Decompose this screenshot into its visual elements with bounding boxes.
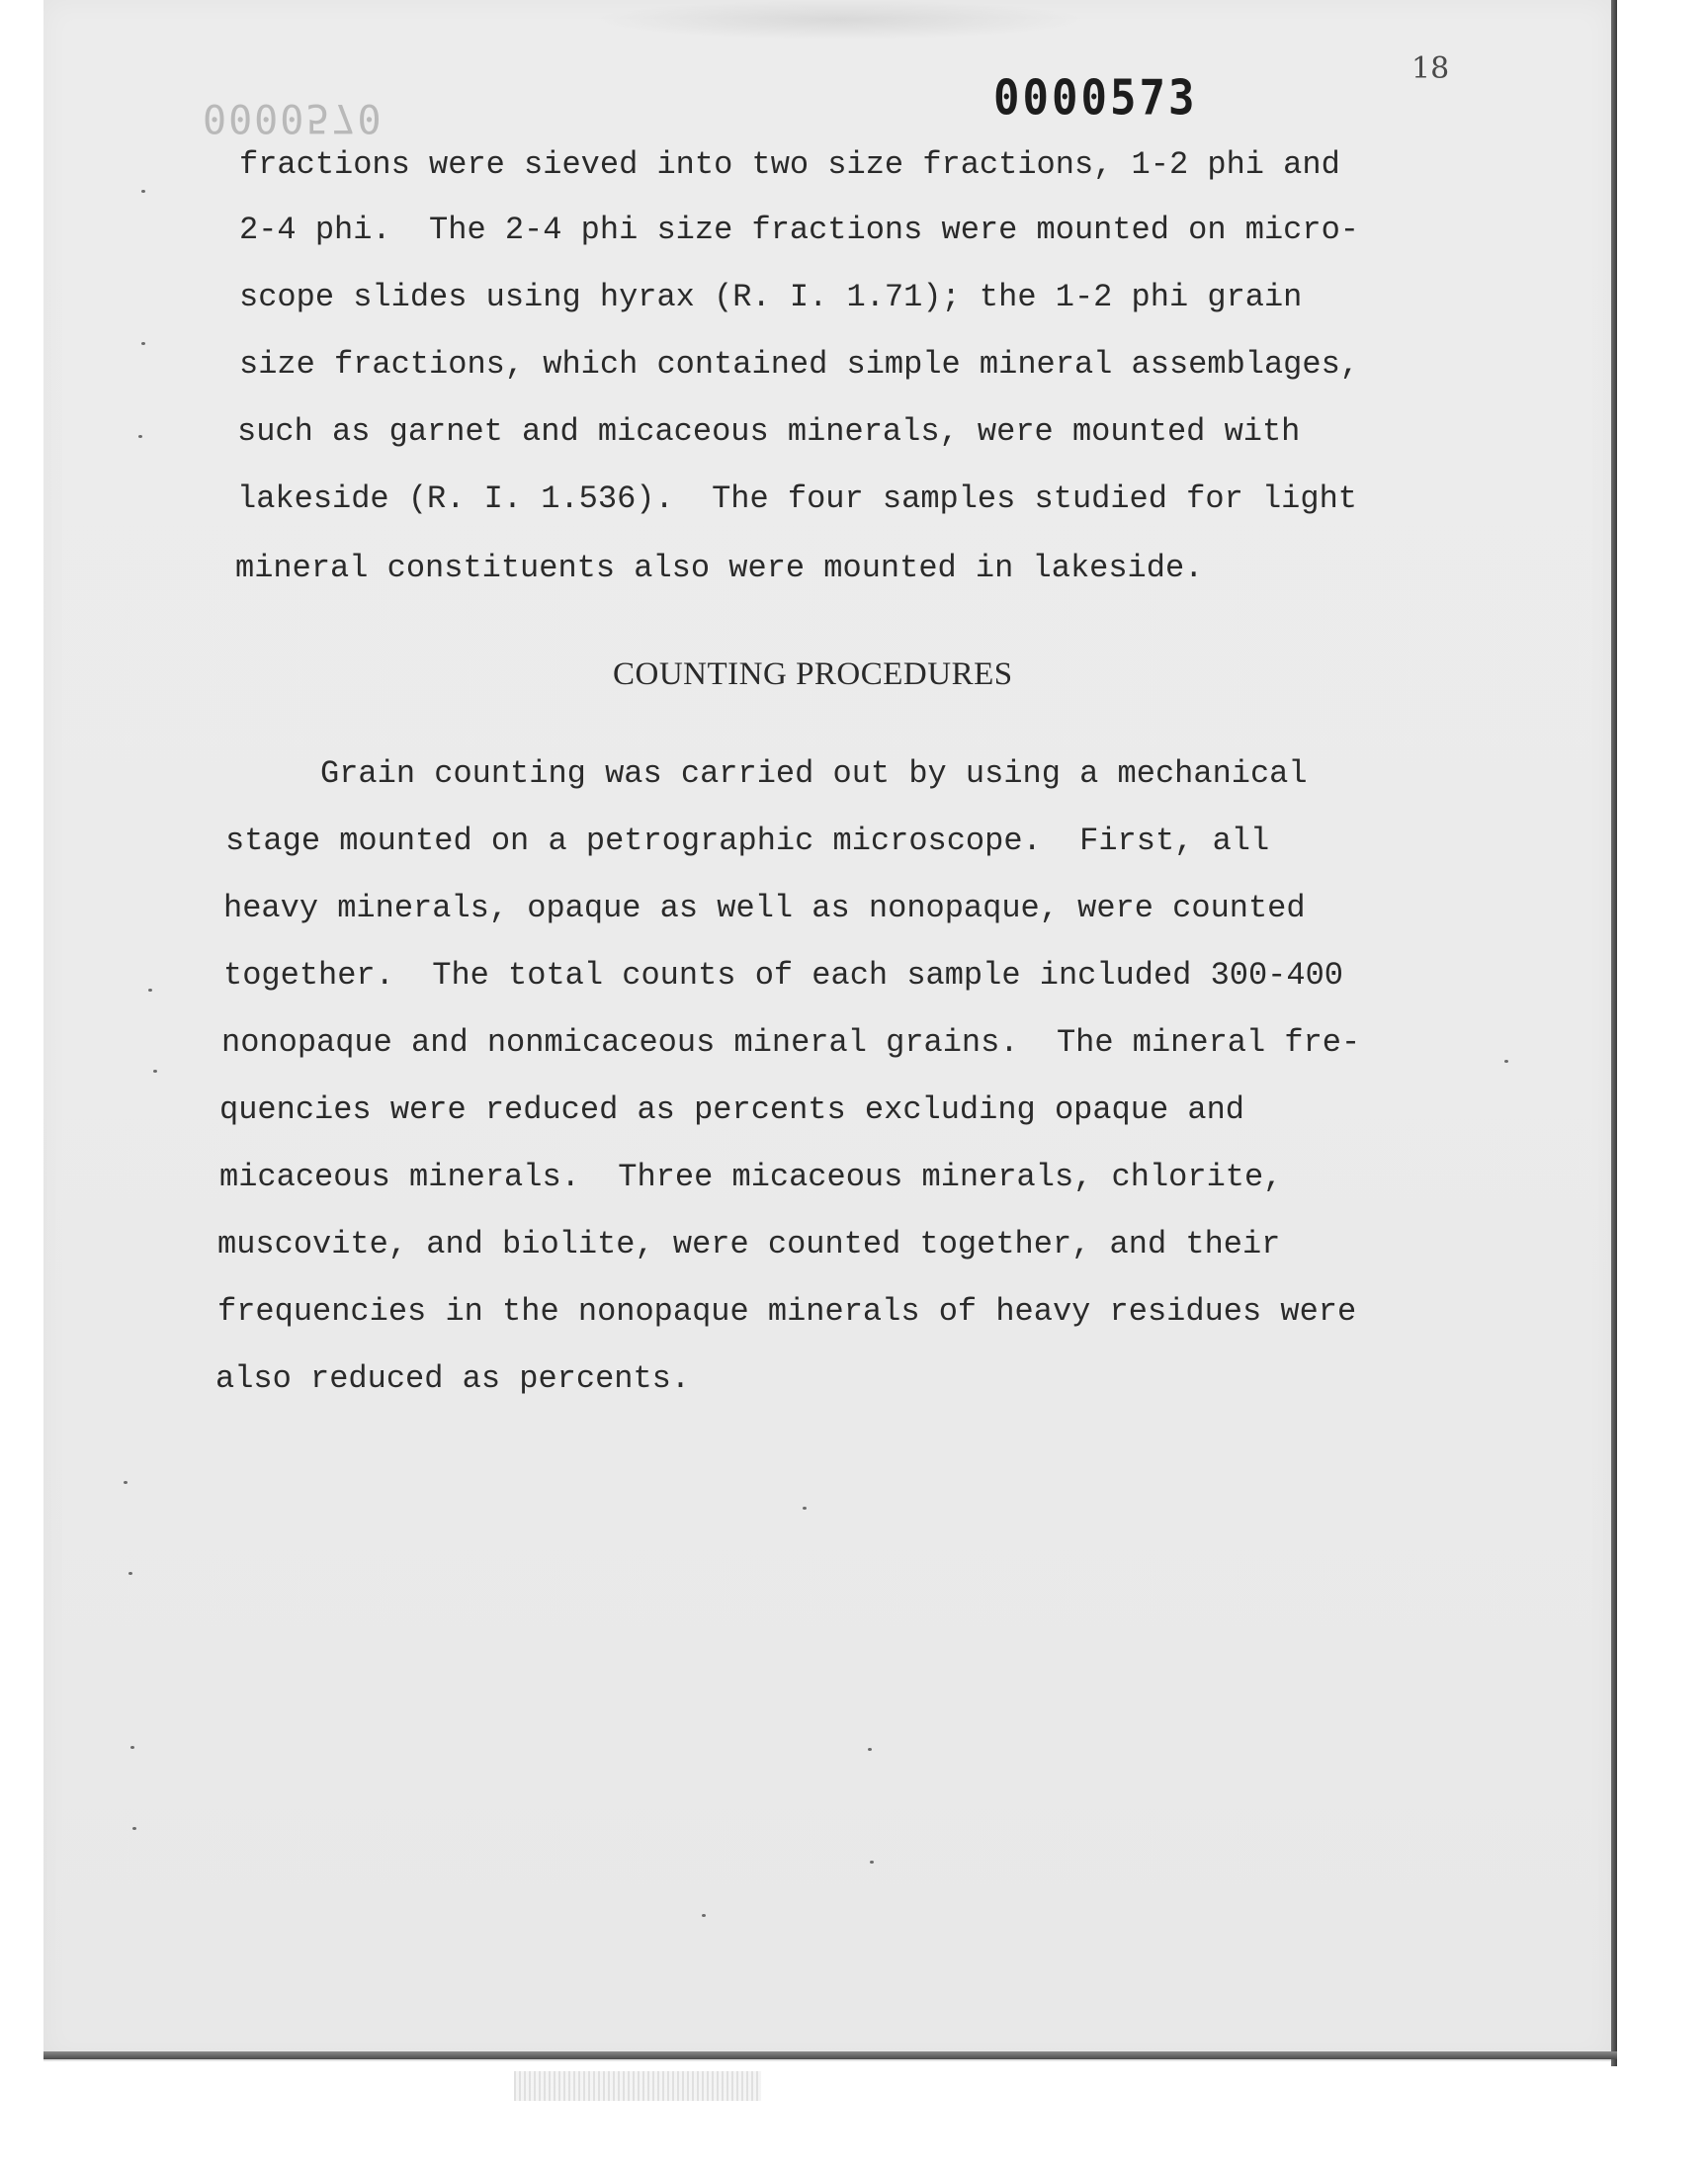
paragraph-1-line-1: fractions were sieved into two size fractions, 1-2 phi and: [239, 146, 1340, 183]
paragraph-1-line-5: such as garnet and micaceous minerals, were mounted with: [237, 413, 1301, 450]
paragraph-2-line-2: stage mounted on a petrographic microscope. First, all: [225, 823, 1270, 859]
paragraph-2-line-5: nonopaque and nonmicaceous mineral grains. The mineral fre-: [221, 1024, 1361, 1061]
paragraph-2-line-3: heavy minerals, opaque as well as nonopaque, were counted: [223, 890, 1306, 926]
paragraph-2-line-10: also reduced as percents.: [215, 1360, 691, 1397]
paragraph-2-line-9: frequencies in the nonopaque minerals of heavy residues were: [217, 1293, 1357, 1330]
scan-speck: [141, 342, 145, 345]
paragraph-2-line-1: Grain counting was carried out by using a mechanical: [225, 755, 1308, 792]
paragraph-1-line-3: scope slides using hyrax (R. I. 1.71); the 1-2 phi grain: [239, 279, 1303, 315]
section-heading: COUNTING PROCEDURES: [613, 656, 1013, 692]
document-stamp-number: 0000573: [993, 69, 1198, 128]
scan-speck: [702, 1914, 706, 1917]
page-number: 18: [1411, 51, 1450, 86]
binding-strip: [514, 2071, 761, 2101]
scan-speck: [1504, 1060, 1508, 1063]
paragraph-2-line-4: together. The total counts of each sample included 300-400: [223, 957, 1343, 994]
paragraph-2-line-6: quencies were reduced as percents excluding opaque and: [219, 1091, 1244, 1128]
sheet-bottom-edge: [43, 2051, 1617, 2059]
paragraph-1-line-7: mineral constituents also were mounted in lakeside.: [235, 550, 1204, 586]
paragraph-1-line-4: size fractions, which contained simple mineral assemblages,: [239, 346, 1359, 383]
scan-speck: [141, 190, 145, 193]
bleed-through-number: 0000570: [203, 95, 384, 140]
paragraph-2-line-8: muscovite, and biolite, were counted together, and their: [217, 1226, 1281, 1262]
scan-speck: [132, 1827, 136, 1830]
scan-speck: [153, 1070, 157, 1073]
scan-speck: [803, 1507, 807, 1510]
paragraph-1-line-6: lakeside (R. I. 1.536). The four samples studied for light: [237, 480, 1357, 517]
sheet-right-edge: [1611, 0, 1617, 2066]
scan-speck: [124, 1481, 128, 1484]
scan-speck: [128, 1572, 132, 1575]
scan-smudge: [593, 0, 1087, 40]
scan-speck: [870, 1861, 874, 1864]
scan-speck: [148, 989, 152, 992]
scan-speck: [138, 435, 142, 438]
paragraph-1-line-2: 2-4 phi. The 2-4 phi size fractions were mounted on micro-: [239, 212, 1359, 248]
scan-speck: [868, 1748, 872, 1751]
paragraph-2-line-7: micaceous minerals. Three micaceous minerals, chlorite,: [219, 1159, 1283, 1195]
scan-speck: [130, 1746, 134, 1749]
